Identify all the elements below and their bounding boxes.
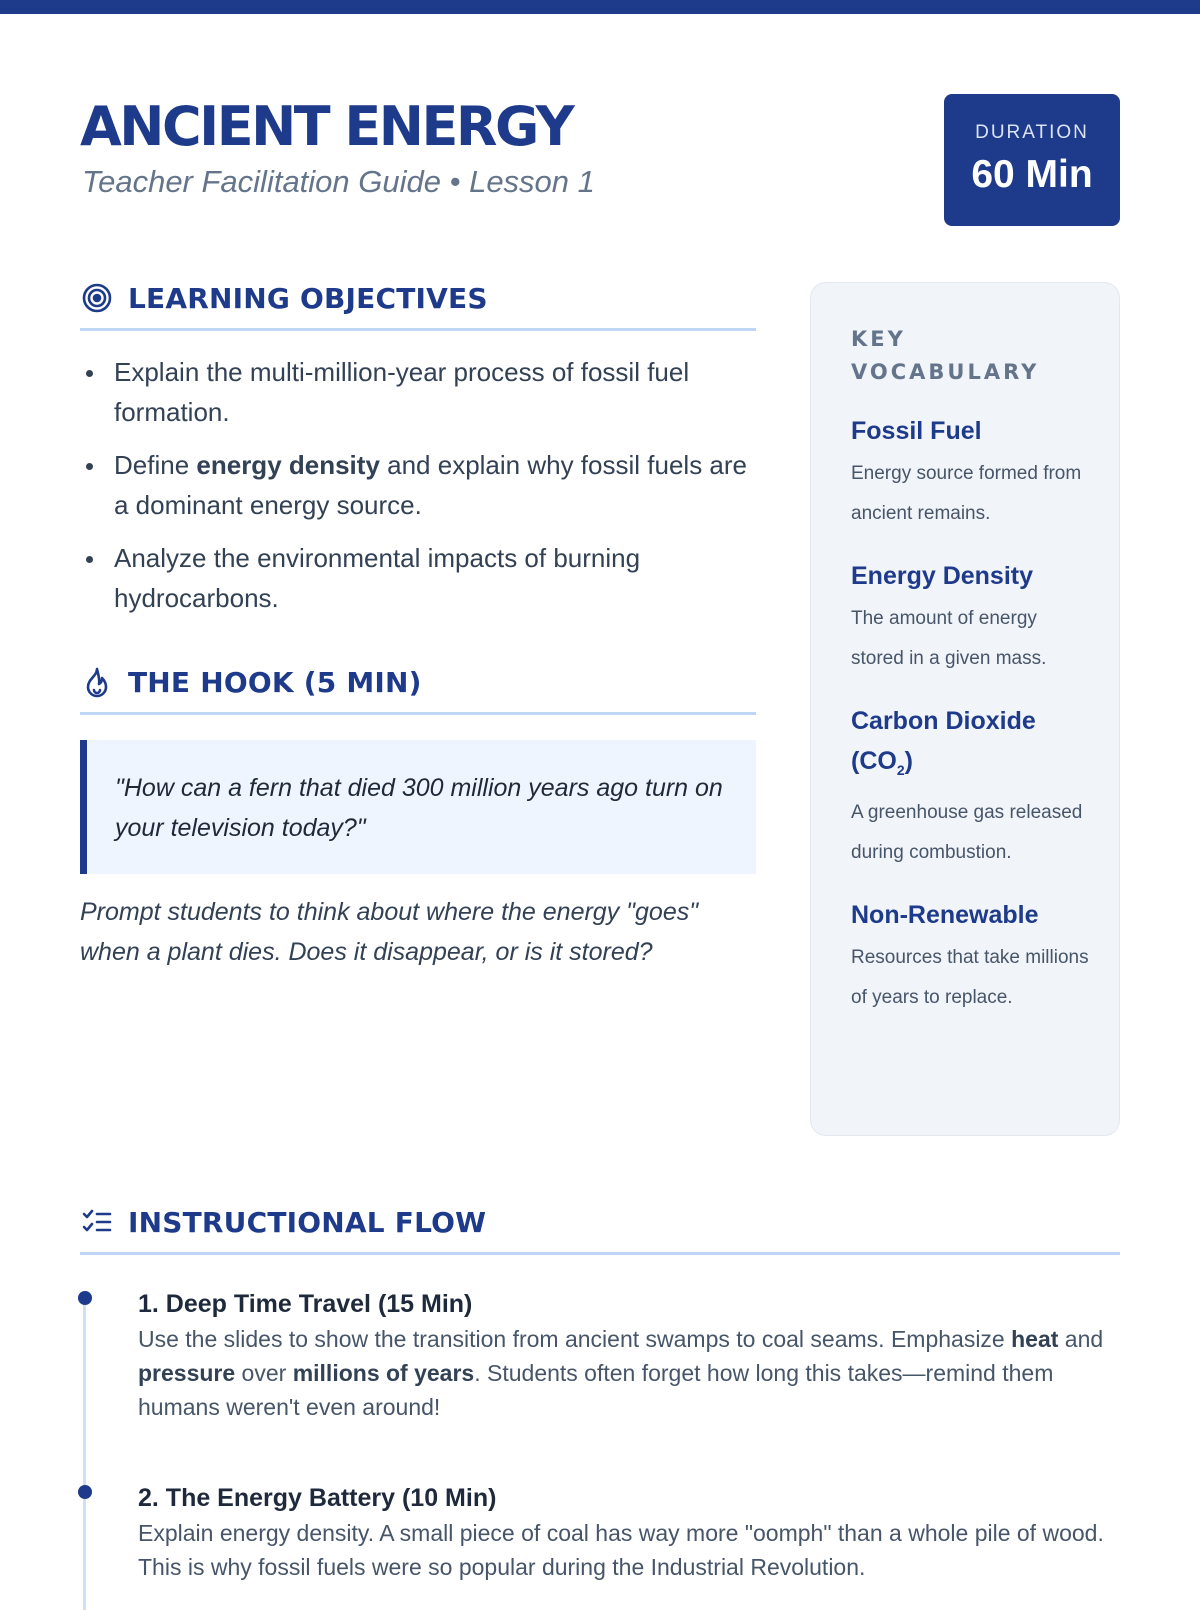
flame-icon	[80, 665, 114, 699]
hook-prompt: Prompt students to think about where the energy "goes" when a plant dies. Does it disappear, or is it stored?	[80, 898, 699, 966]
vocab-definition: Energy source formed from ancient remains.	[851, 463, 1082, 524]
vocab-term-name: Carbon Dioxide	[851, 707, 1036, 735]
vocab-term	[851, 701, 1091, 790]
step-text: Explain energy density. A small piece of coal has way more "oomph" than a whole pile of wood. This is why fossil fuels were so popular during the Industrial Revolution.	[138, 1520, 1104, 1580]
objective-text: Define	[114, 450, 197, 480]
page-subtitle: Teacher Facilitation Guide • Lesson 1	[82, 164, 595, 199]
vocab-term: Fossil Fuel	[851, 417, 982, 445]
vocab-formula: (CO	[851, 747, 897, 775]
objective-text: Analyze the environmental impacts of burning hydrocarbons.	[114, 543, 641, 613]
step-text: over	[235, 1360, 293, 1386]
vocab-term: Energy Density	[851, 562, 1034, 590]
timeline-line	[83, 1300, 86, 1610]
timeline-dot	[78, 1291, 92, 1305]
top-accent-bar	[0, 0, 1200, 14]
page-title: ANCIENT ENERGY	[80, 95, 573, 158]
step-emphasis: pressure	[138, 1360, 236, 1386]
objective-text: and explain why fossil fuels are a dominant energy source.	[114, 450, 747, 520]
vocab-definition: A greenhouse gas released during combustion.	[851, 802, 1083, 863]
hook-quote: "How can a fern that died 300 million years ago turn on your television today?"	[80, 740, 756, 874]
vocab-formula: )	[904, 747, 913, 775]
list-item	[80, 352, 756, 432]
vocab-term: Non-Renewable	[851, 901, 1039, 929]
list-item	[80, 445, 756, 525]
step-title: 1. Deep Time Travel (15 Min)	[138, 1290, 473, 1318]
vocab-item	[851, 411, 1091, 534]
flow-heading	[80, 1202, 1120, 1255]
vocab-item	[851, 701, 1091, 873]
vocab-definition: The amount of energy stored in a given mass.	[851, 608, 1047, 669]
step-emphasis: millions of years	[292, 1360, 475, 1386]
hook-heading	[80, 662, 756, 715]
step-description	[138, 1516, 1120, 1584]
step-text: Use the slides to show the transition from ancient swamps to coal seams. Emphasize	[138, 1326, 1012, 1352]
timeline-dot	[78, 1485, 92, 1499]
objective-emphasis: energy density	[196, 450, 380, 480]
step-text: and	[1058, 1326, 1104, 1352]
checklist-icon	[80, 1205, 114, 1239]
step-title: 2. The Energy Battery (10 Min)	[138, 1484, 497, 1512]
vocabulary-panel	[810, 282, 1120, 1136]
vocab-definition: Resources that take millions of years to replace.	[851, 947, 1089, 1008]
step-text: . Students often forget how long this takes—remind them humans weren't even around!	[138, 1360, 1054, 1420]
hook-title: THE HOOK (5 MIN)	[128, 665, 422, 699]
vocabulary-heading: KEY VOCABULARY	[851, 327, 1040, 384]
objective-text: Explain the multi-million-year process of fossil fuel formation.	[114, 357, 690, 427]
objectives-title: LEARNING OBJECTIVES	[128, 281, 488, 315]
objectives-list	[80, 352, 756, 631]
flow-title: INSTRUCTIONAL FLOW	[128, 1205, 487, 1239]
step-emphasis: heat	[1011, 1326, 1059, 1352]
duration-label: DURATION	[975, 122, 1089, 143]
duration-badge	[944, 94, 1120, 226]
flow-step	[138, 1288, 1120, 1424]
objectives-heading	[80, 278, 756, 331]
step-description	[138, 1322, 1120, 1424]
flow-step	[138, 1482, 1120, 1584]
duration-value: 60 Min	[971, 153, 1093, 196]
list-item	[80, 538, 756, 618]
vocab-item	[851, 556, 1091, 679]
vocab-item	[851, 895, 1091, 1018]
target-icon	[80, 281, 114, 315]
vocab-formula-subscript: 2	[896, 762, 905, 778]
